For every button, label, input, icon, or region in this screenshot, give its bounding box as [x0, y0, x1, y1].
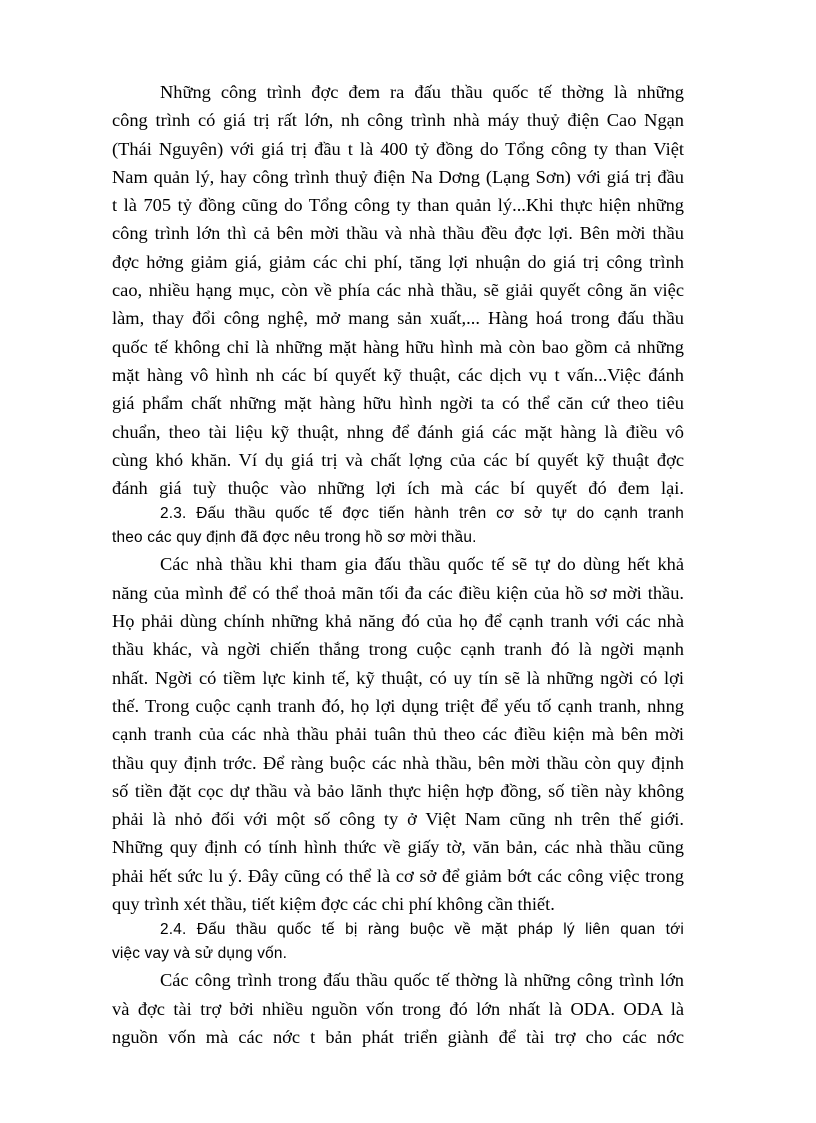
paragraph-line: thế. Trong cuộc cạnh tranh đó, họ lợi dụng triệt để yếu tố cạnh tranh, nhng: [112, 695, 684, 716]
paragraph-line: chuẩn, theo tài liệu kỹ thuật, nhng để đánh giá các mặt hàng là điều vô: [112, 421, 684, 442]
paragraph-line: Những quy định có tính hình thức về giấy tờ, văn bản, các nhà thầu cũng: [112, 837, 684, 858]
paragraph-line: và đợc tài trợ bởi nhiều nguồn vốn trong đó lớn nhất là ODA. ODA là: [112, 998, 684, 1019]
heading-line: 2.4. Đấu thầu quốc tế bị ràng buộc về mặt pháp lý liên quan tới: [160, 921, 684, 939]
heading-line: theo các quy định đã đợc nêu trong hồ sơ mời thầu.: [112, 529, 477, 547]
paragraph-line: cùng khó khăn. Ví dụ giá trị và chất lợng của các bí quyết kỹ thuật đợc: [112, 449, 684, 470]
paragraph-line: Những công trình đợc đem ra đấu thầu quốc tế thờng là những: [160, 82, 684, 102]
paragraph-line: Các nhà thầu khi tham gia đấu thầu quốc tế sẽ tự do dùng hết khả: [160, 554, 684, 575]
paragraph-line: Họ phải dùng chính những khả năng đó của họ để cạnh tranh với các nhà: [112, 611, 684, 632]
paragraph-line: phải hết sức lu ý. Đây cũng có thể là cơ sở để giảm bớt các công việc trong: [112, 865, 684, 886]
paragraph-line: công trình có giá trị rất lớn, nh công trình nhà máy thuỷ điện Cao Ngạn: [112, 110, 684, 131]
paragraph-line: cạnh tranh của các nhà thầu phải tuân thủ theo các điều kiện mà bên mời: [112, 724, 684, 745]
paragraph-line: thầu khác, và ngời chiến thắng trong cuộc cạnh tranh đó là ngời mạnh: [112, 639, 684, 660]
paragraph-line: đánh giá tuỳ thuộc vào những lợi ích mà các bí quyết đó đem lại.: [112, 478, 684, 499]
paragraph-line: công trình lớn thì cả bên mời thầu và nhà thầu đều đợc lợi. Bên mời thầu: [112, 223, 684, 244]
paragraph-line: (Thái Nguyên) với giá trị đầu t là 400 tỷ đồng do Tổng công ty than Việt: [112, 138, 684, 159]
paragraph-line: nhất. Ngời có tiềm lực kinh tế, kỹ thuật, có uy tín sẽ là những ngời có lợi: [112, 667, 684, 688]
section-heading-2-4: [112, 918, 684, 966]
paragraph-project-value: [112, 78, 684, 502]
paragraph-funding: [112, 966, 684, 1051]
paragraph-line: Nam quản lý, hay công trình thuỷ điện Na Dơng (Lạng Sơn) với giá trị đầu: [112, 166, 684, 187]
paragraph-line: cao, nhiều hạng mục, còn về phía các nhà thầu, sẽ giải quyết công ăn việc: [112, 280, 684, 301]
paragraph-line: giá phẩm chất những mặt hàng hữu hình ngời ta có thể căn cứ theo tiêu: [112, 393, 684, 414]
paragraph-line: số tiền đặt cọc dự thầu và bảo lãnh thực hiện hợp đồng, số tiền này không: [112, 780, 684, 801]
paragraph-line: thầu quy định trớc. Để ràng buộc các nhà thầu, bên mời thầu còn quy định: [112, 752, 684, 773]
paragraph-line: quy trình xét thầu, tiết kiệm đợc các chi phí không cần thiết.: [112, 894, 555, 915]
paragraph-line: làm, thay đổi công nghệ, mở mang sản xuất,... Hàng hoá trong đấu thầu: [112, 308, 684, 329]
section-heading-2-3: [112, 502, 684, 550]
paragraph-line: năng của mình để có thể thoả mãn tối đa các điều kiện của hồ sơ mời thầu.: [112, 582, 684, 603]
paragraph-line: t là 705 tỷ đồng cũng do Tổng công ty than quản lý...Khi thực hiện những: [112, 195, 684, 216]
heading-line: 2.3. Đấu thầu quốc tế đợc tiến hành trên cơ sở tự do cạnh tranh: [160, 505, 684, 523]
paragraph-line: đợc hởng giảm giá, giảm các chi phí, tăng lợi nhuận do giá trị công trình: [112, 251, 684, 272]
paragraph-line: nguồn vốn mà các nớc t bản phát triển giành để tài trợ cho các nớc: [112, 1026, 684, 1047]
paragraph-line: phải là nhỏ đối với một số công ty ở Việt Nam cũng nh trên thế giới.: [112, 809, 684, 830]
document-body: [112, 78, 684, 1051]
heading-line: việc vay và sử dụng vốn.: [112, 945, 288, 963]
paragraph-line: Các công trình trong đấu thầu quốc tế thờng là những công trình lớn: [160, 970, 684, 991]
paragraph-line: mặt hàng vô hình nh các bí quyết kỹ thuật, các dịch vụ t vấn...Việc đánh: [112, 364, 684, 385]
paragraph-competition: [112, 550, 684, 918]
paragraph-line: quốc tế không chỉ là những mặt hàng hữu hình mà còn bao gồm cả những: [112, 336, 684, 357]
